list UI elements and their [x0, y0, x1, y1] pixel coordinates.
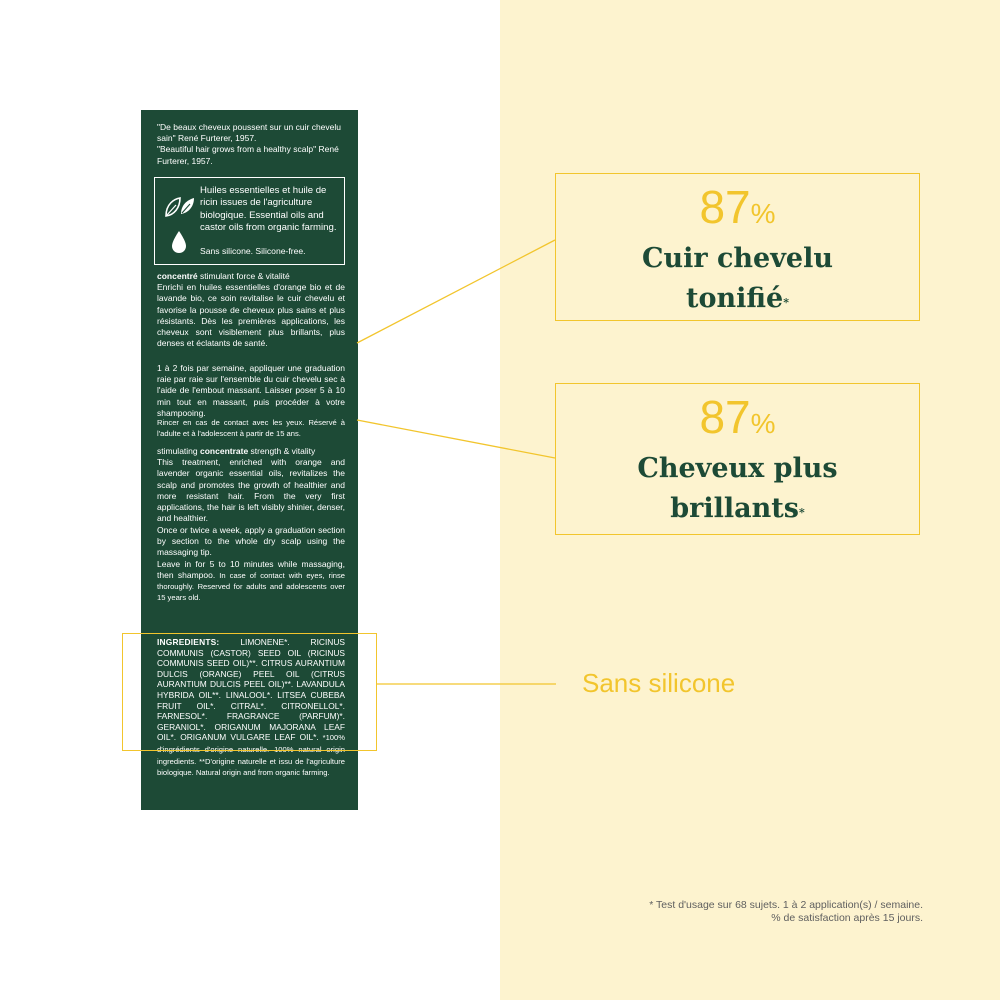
fr-warning: Rincer en cas de contact avec les yeux. Réservé à l'adulte et à l'adolescent à partir de 15 ans.: [157, 418, 345, 438]
organic-text: Huiles essentielles et huile de ricin issues de l'agriculture biologique. Essential oils and castor oils from organic farming.: [200, 185, 337, 234]
claim-unit: %: [750, 198, 776, 229]
claim-mark: *: [798, 506, 805, 519]
en-title-pre: stimulating: [157, 446, 200, 456]
oil-drop-icon: [169, 230, 189, 254]
en-usage-1: Once or twice a week, apply a graduation section by section to the whole dry scalp using the massaging tip.: [157, 525, 345, 558]
claim-value: 87: [699, 181, 751, 233]
claim-line-1: Cuir chevelu: [641, 243, 833, 274]
fr-title-rest: stimulant force & vitalité: [197, 271, 290, 281]
claim-line-2: brillants: [670, 493, 799, 524]
fr-usage: 1 à 2 fois par semaine, appliquer une graduation raie par raie sur l'ensemble du cuir chevelu sec à l'aide de l'embout massant. Laisser poser 5 à 10 min tout en massant, puis procéder à votre shampooing.: [157, 363, 345, 418]
organic-badge: [154, 177, 345, 265]
claim-card-scalp: [555, 173, 920, 321]
footnote-line-2: % de satisfaction après 15 jours.: [771, 912, 923, 924]
quote-en: "Beautiful hair grows from a healthy scalp" René Furterer, 1957.: [157, 144, 339, 166]
silicone-free-callout: Sans silicone: [582, 668, 736, 698]
en-title-bold: concentrate: [200, 446, 249, 456]
claim-value: 87: [699, 391, 751, 443]
claim-line-1: Cheveux plus: [637, 453, 838, 484]
fr-description-text: Enrichi en huiles essentielles d'orange bio et de lavande bio, ce soin revitalise le cuir chevelu et favorise la pousse de cheveux plus sains et plus résistants. Dès les premières applications, les cheveux sont visiblement plus brillants, plus denses et éclatants de santé.: [157, 282, 345, 349]
claim-label: [556, 449, 919, 529]
claim-percentage: [556, 182, 919, 239]
en-description: [157, 446, 345, 524]
claim-unit: %: [750, 408, 776, 439]
claim-percentage: [556, 392, 919, 449]
claim-label: [556, 239, 919, 319]
en-usage: [157, 525, 345, 603]
en-description-text: This treatment, enriched with orange and lavender organic essential oils, revitalizes the scalp and promotes the growth of healthier and more resistant hair. From the very first applications, the hair is left visibly shinier, denser, and healthier.: [157, 457, 345, 524]
footnote: [523, 899, 923, 925]
ingredients-notes: *100% d'ingrédients d'origine naturelle. 100% natural origin ingredients. **D'origine naturelle et issu de l'agriculture biologique. Natural origin and from organic farming.: [157, 733, 345, 778]
en-warning: In case of contact with eyes, rinse thoroughly. Reserved for adults and adolescents over 15 years old.: [157, 570, 346, 603]
claim-line-2: tonifié: [686, 283, 784, 314]
founder-quote: [157, 122, 345, 167]
fr-description: [157, 271, 345, 349]
footnote-line-1: * Test d'usage sur 68 sujets. 1 à 2 application(s) / semaine.: [649, 899, 923, 911]
leaf-icon: [164, 194, 196, 220]
en-title-rest: strength & vitality: [248, 446, 316, 456]
claim-mark: *: [783, 296, 789, 309]
ingredients-highlight-frame: [122, 633, 377, 751]
fr-title-bold: concentré: [157, 271, 198, 281]
silicone-free-text: Sans silicone. Silicone-free.: [200, 246, 306, 256]
claim-card-shine: [555, 383, 920, 535]
ingredients-label: INGREDIENTS:: [157, 637, 220, 647]
ingredients-text: LIMONENE*. RICINUS COMMUNIS (CASTOR) SEED OIL (RICINUS COMMUNIS SEED OIL)**. CITRUS AURANTIUM DULCIS (ORANGE) PEEL OIL (CITRUS AURANTIUM DULCIS PEEL OIL)**. LAVANDULA HYBRIDA OIL**. LINALOOL*. LITSEA CUBEBA FRUIT OIL*. CITRAL*. CITRONELLOL*. FARNESOL*. FRAGRANCE (PARFUM)*. GERANIOL*. ORIGANUM MAJORANA LEAF OIL*. ORIGANUM VULGARE LEAF OIL*.: [157, 637, 345, 743]
en-usage-2: Leave in for 5 to 10 minutes while massaging, then shampoo.: [157, 558, 345, 580]
quote-fr: "De beaux cheveux poussent sur un cuir chevelu sain" René Furterer, 1957.: [157, 122, 341, 144]
